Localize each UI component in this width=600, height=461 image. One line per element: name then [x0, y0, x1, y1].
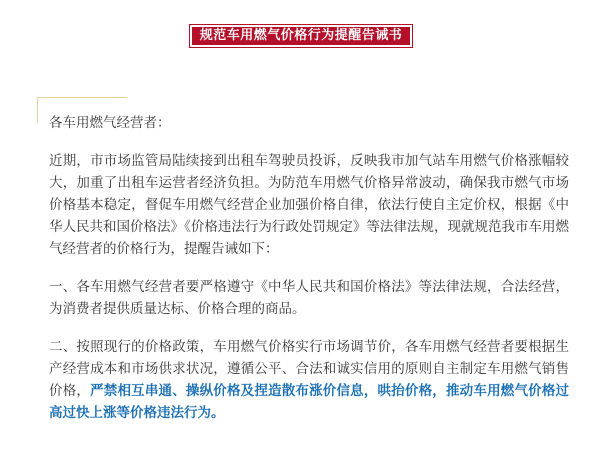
- paragraph-item-2: [49, 336, 569, 424]
- salutation: 各车用燃气经营者：: [49, 115, 171, 131]
- paragraph-intro: 近期，市市场监管局陆续接到出租车驾驶员投诉，反映我市加气站车用燃气价格涨幅较大，加重了出租车运营者经济负担。为防范车用燃气价格异常波动，确保我市燃气市场价格基本稳定，督促车用燃气经营企业加强价格自律，依法行使自主定价权，根据《中华人民共和国价格法》《价格违法行为行政处罚规定》等法律法规，现就规范我市车用燃气经营者的价格行为，提醒告诫如下：: [49, 153, 569, 257]
- paragraph-item-2-highlight: 严禁相互串通、操纵价格及捏造散布涨价信息，哄抬价格，推动车用燃气价格过高过快上涨等价格违法行为。: [49, 383, 570, 421]
- paragraph-item-1: 一、各车用燃气经营者要严格遵守《中华人民共和国价格法》等法律法规，合法经营，为消费者提供质量达标、价格合理的商品。: [49, 279, 569, 317]
- title-banner: [189, 24, 413, 48]
- page-title: 规范车用燃气价格行为提醒告诫书: [192, 27, 410, 45]
- corner-decoration-vertical: [37, 97, 38, 123]
- letter-body: [49, 112, 569, 424]
- corner-decoration-horizontal: [37, 97, 127, 98]
- paragraph-item-2-text: 二、按照现行的价格政策，车用燃气价格实行市场调节价，各车用燃气经营者要根据生产经营成本和市场供求状况，遵循公平、合法和诚实信用的原则自主制定车用燃气销售价格，: [49, 339, 569, 399]
